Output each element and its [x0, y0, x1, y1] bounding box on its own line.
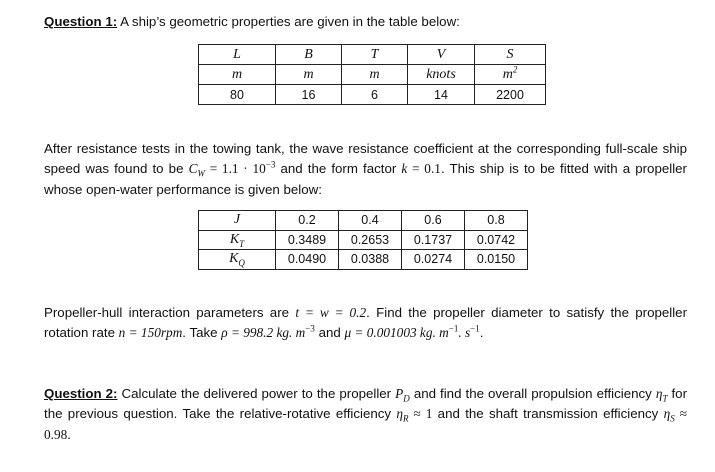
cw-value: = 1.1 · 10 — [204, 161, 266, 177]
para2-text-2: and the form factor — [275, 161, 402, 177]
eta-r-symbol: η — [396, 406, 403, 422]
props-unit-S — [475, 65, 546, 85]
perf-cell: 0.8 — [465, 211, 528, 231]
props-value-S: 2200 — [475, 85, 546, 105]
k-value: = 0.1 — [407, 161, 441, 177]
props-header-T: T — [342, 45, 408, 65]
perf-label-KT-sub: T — [239, 238, 245, 249]
mu-seconds: . s — [458, 325, 471, 341]
perf-row-label-J — [199, 211, 276, 231]
props-header-row — [199, 45, 546, 65]
para3-text-4: and — [314, 325, 345, 341]
perf-cell: 0.2 — [276, 211, 339, 231]
props-header-L: L — [199, 45, 276, 65]
perf-cell: 0.1737 — [402, 230, 465, 250]
props-unit-V: knots — [408, 65, 475, 85]
n-equation: n = 150rpm — [118, 325, 183, 341]
props-values-row — [199, 85, 546, 105]
para3-text-5: . — [479, 325, 484, 341]
props-value-V: 14 — [408, 85, 475, 105]
props-units-row — [199, 65, 546, 85]
mu-equation: μ = 0.001003 kg. m — [344, 325, 449, 341]
k-symbol: k — [401, 161, 408, 177]
perf-cell: 0.0742 — [465, 230, 528, 250]
props-header-B: B — [276, 45, 342, 65]
perf-cell: 0.0490 — [276, 250, 339, 270]
perf-label-J-sym: J — [233, 212, 241, 228]
cw-symbol: C — [188, 161, 198, 177]
propeller-performance-table — [198, 210, 528, 270]
props-unit-L: m — [199, 65, 276, 85]
props-value-B: 16 — [276, 85, 342, 105]
perf-row-J — [199, 211, 528, 231]
perf-cell: 0.3489 — [276, 230, 339, 250]
perf-cell: 0.2653 — [339, 230, 402, 250]
perf-cell: 0.0274 — [402, 250, 465, 270]
pd-subscript: D — [403, 393, 410, 404]
q1-interaction-paragraph — [44, 303, 687, 344]
props-header-V: V — [408, 45, 475, 65]
para2-text-1: After resistance tests in the towing tank, the wave resistance coefficient at the corresponding full-scale ship speed was found to be — [44, 141, 687, 177]
props-unit-S-base: m — [502, 66, 513, 82]
ship-properties-table — [198, 44, 546, 105]
para3-text-1: Propeller-hull interaction parameters are — [44, 305, 296, 320]
question-2-label: Question 2: — [44, 386, 118, 401]
perf-cell: 0.0150 — [465, 250, 528, 270]
props-value-T: 6 — [342, 85, 408, 105]
para2-text-3: . This ship is to be fitted with a propeller whose open-water performance is given below: — [44, 161, 687, 197]
props-unit-B: m — [276, 65, 342, 85]
props-unit-S-exponent: 2 — [512, 63, 518, 74]
eta-r-subscript: R — [403, 414, 409, 425]
perf-cell: 0.6 — [402, 211, 465, 231]
cw-subscript: W — [197, 169, 205, 180]
props-header-S: S — [475, 45, 546, 65]
perf-row-KT — [199, 230, 528, 250]
q2-paragraph — [44, 384, 687, 445]
q2-text-1: Calculate the delivered power to the propeller — [117, 386, 396, 401]
mu-exponent-2: −1 — [470, 323, 480, 334]
eta-t-symbol: η — [655, 386, 663, 401]
cw-exponent: −3 — [265, 159, 276, 170]
rho-exponent: −3 — [305, 323, 315, 334]
eta-r-value: ≈ 1 — [408, 406, 433, 422]
q2-text-2: and find the overall propulsion efficiency — [409, 386, 656, 401]
props-unit-T: m — [342, 65, 408, 85]
eta-s-subscript: S — [670, 414, 675, 425]
mu-exponent-1: −1 — [448, 323, 459, 334]
q1-intro-line — [44, 12, 687, 32]
q2-text-5: . — [67, 426, 71, 442]
props-value-L: 80 — [199, 85, 276, 105]
perf-row-label-KT — [199, 230, 276, 250]
q2-text-3: for the previous question. Take the relative-rotative efficiency — [44, 386, 688, 422]
t-w-equation: t = w = 0.2 — [295, 305, 367, 320]
para3-text-3: . Take — [182, 325, 222, 341]
perf-label-KQ-sym: K — [229, 251, 239, 267]
perf-label-KT-sym: K — [229, 231, 240, 247]
q2-text-4: and the shaft transmission efficiency — [432, 406, 664, 422]
pd-symbol: P — [395, 386, 404, 401]
question-1-label: Question 1: — [44, 14, 118, 29]
para3-text-2: . Find the propeller diameter to satisfy the propeller rotation rate — [44, 305, 687, 341]
q1-intro-text: A ship’s geometric properties are given in the table below: — [117, 14, 460, 29]
rho-equation: ρ = 998.2 kg. m — [221, 325, 306, 341]
eta-s-symbol: η — [663, 406, 671, 422]
eta-t-subscript: T — [662, 393, 668, 404]
perf-cell: 0.4 — [339, 211, 402, 231]
perf-row-KQ — [199, 250, 528, 270]
perf-cell: 0.0388 — [339, 250, 402, 270]
q1-resistance-paragraph — [44, 139, 687, 200]
eta-s-value: ≈ 0.98 — [44, 406, 687, 442]
perf-label-KQ-sub: Q — [238, 258, 245, 269]
perf-row-label-KQ — [199, 250, 276, 270]
